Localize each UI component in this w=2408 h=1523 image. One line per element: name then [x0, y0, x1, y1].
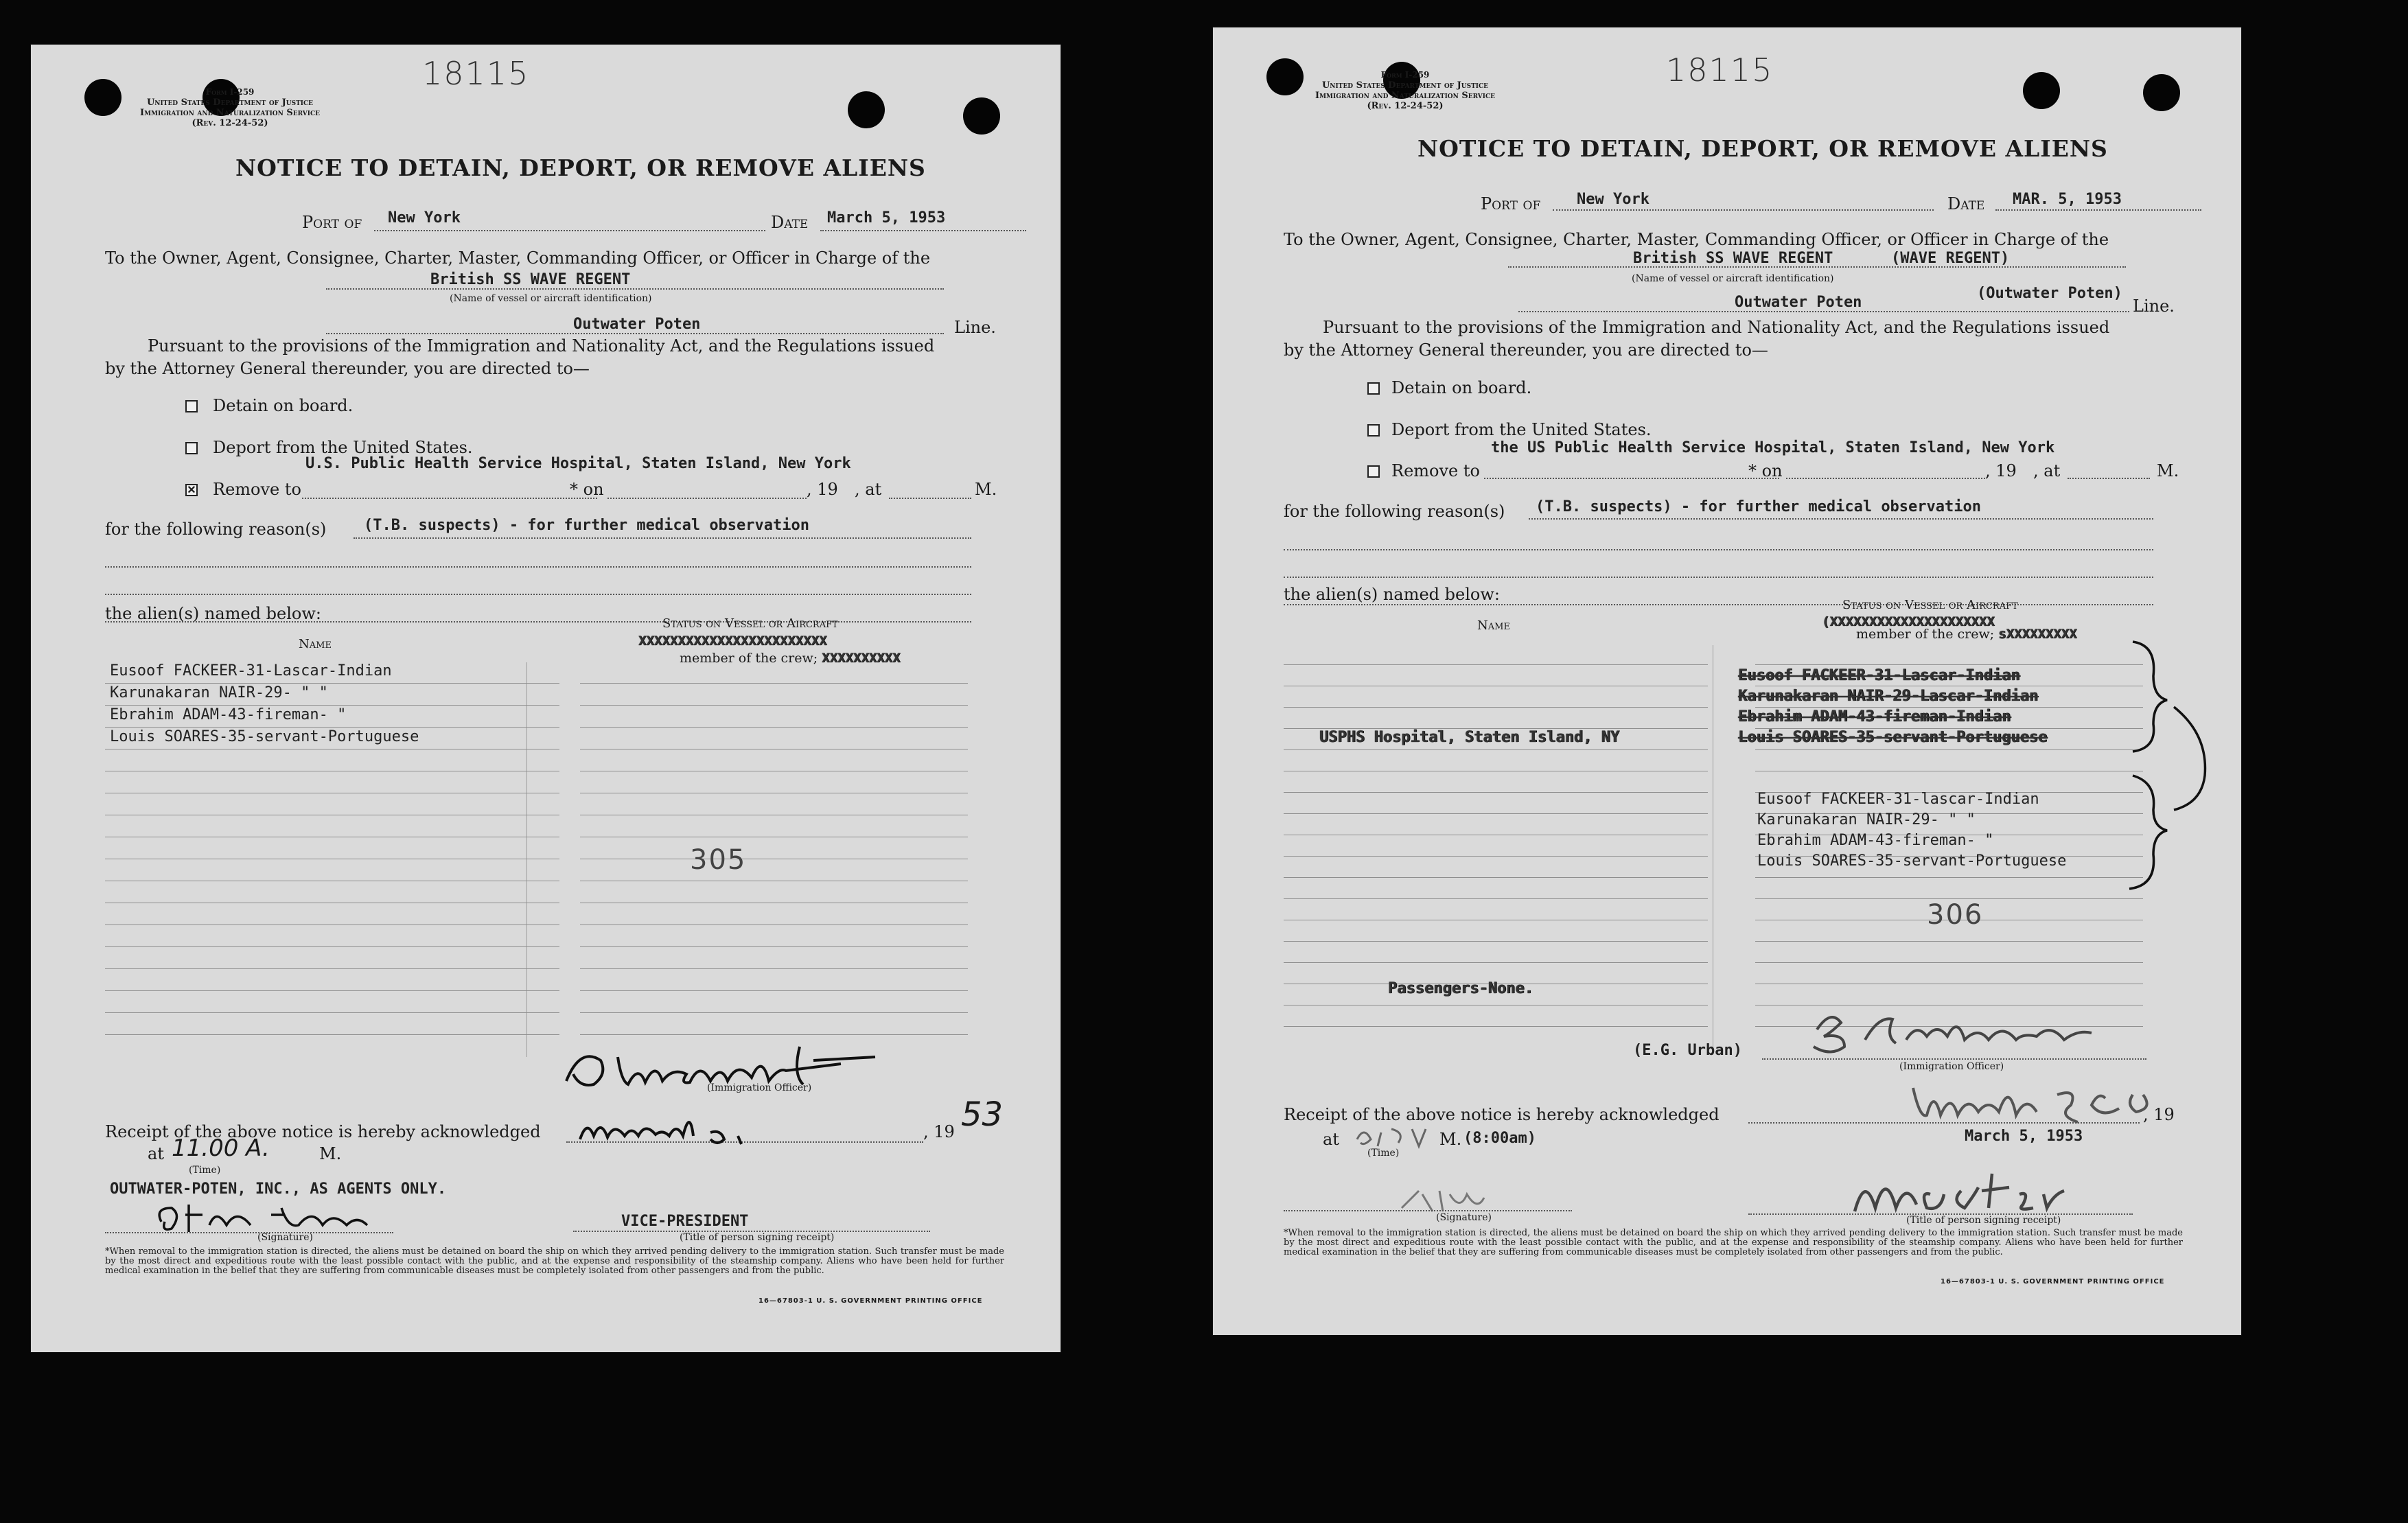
document-page-left — [31, 45, 1061, 1352]
detain-label: Detain on board. — [1391, 378, 1532, 397]
reasons-label: for the following reason(s) — [105, 520, 327, 539]
receipt-m: M. — [1439, 1130, 1462, 1149]
vessel-paren: (WAVE REGENT) — [1891, 250, 2010, 267]
deport-checkbox[interactable] — [185, 442, 198, 454]
officer-name: (E.G. Urban) — [1633, 1042, 1742, 1059]
alien-name-row: Karunakaran NAIR-29- " " — [110, 684, 328, 701]
department-name: United States Department of Justice — [146, 97, 314, 108]
table-rule — [105, 1012, 559, 1013]
stamp-number: 306 — [1927, 899, 1984, 931]
table-rule — [1284, 877, 1708, 878]
title-caption: (Title of person signing receipt) — [1906, 1215, 2061, 1226]
port-label: Port of — [302, 213, 362, 232]
table-rule — [1284, 898, 1708, 899]
receipt-m: M. — [319, 1144, 342, 1163]
reasons-value: (T.B. suspects) - for further medical observation — [364, 517, 810, 534]
deport-label: Deport from the United States. — [1391, 420, 1652, 439]
footnote: *When removal to the immigration station is directed, the aliens must be detained on board the ship on which they arrived pending delivery to the immigration station. Such transfer must be made by the most direct and expeditious route with the least possible contact with the public, and at the expense and responsibility of the steamship company. Aliens who have been held for further medical examination in the belief that they are suffering from communicable diseases must be completely isolated from other passengers and from the public. — [105, 1246, 1004, 1276]
stamp-number: 305 — [690, 844, 747, 876]
table-rule — [105, 990, 559, 991]
status-column-header: Status on Vessel or Aircraft — [1842, 598, 2018, 612]
detain-label: Detain on board. — [213, 396, 354, 415]
port-line — [1553, 209, 1934, 211]
column-divider — [526, 662, 527, 1057]
line-paren: (Outwater Poten) — [1977, 285, 2122, 302]
officer-signature — [1803, 1002, 2160, 1064]
line-label: Line. — [2133, 297, 2175, 316]
port-value: New York — [1577, 191, 1649, 208]
officer-caption: (Immigration Officer) — [707, 1082, 812, 1093]
vessel-caption: (Name of vessel or aircraft identification) — [1632, 273, 1834, 284]
table-rule — [1284, 856, 1708, 857]
receipt-time: 11.00 A. — [172, 1135, 270, 1162]
form-header — [1292, 70, 1518, 111]
line-line — [1518, 311, 2129, 312]
form-header — [117, 87, 343, 128]
alien-name-row: Ebrahim ADAM-43-fireman- " — [1757, 832, 1994, 849]
at-label: at — [1323, 1130, 1339, 1149]
year-label: , 19 — [1985, 461, 2017, 480]
addressee-line: To the Owner, Agent, Consignee, Charter, Master, Commanding Officer, or Officer in Charge of the — [105, 248, 931, 268]
table-rule — [1284, 962, 1708, 963]
time-caption: (Time) — [189, 1165, 221, 1176]
name-column-header: Name — [299, 637, 332, 651]
punch-hole — [84, 79, 121, 116]
vessel-value: British SS WAVE REGENT — [1633, 250, 1833, 267]
left-column-note: USPHS Hospital, Staten Island, NY — [1319, 729, 1620, 746]
port-label: Port of — [1481, 194, 1541, 213]
form-title: NOTICE TO DETAIN, DEPORT, OR REMOVE ALIENS — [1417, 135, 2108, 162]
printer-mark: 16—67803-1 U. S. GOVERNMENT PRINTING OFFICE — [1941, 1278, 2165, 1286]
table-rule — [580, 683, 968, 684]
receipt-year-prefix: , 19 — [923, 1122, 955, 1141]
department-name: United States Department of Justice — [1321, 80, 1489, 91]
at-line — [889, 498, 971, 499]
m-label: M. — [2157, 461, 2179, 480]
at-label: , at — [2033, 461, 2061, 480]
receipt-label: Receipt of the above notice is hereby acknowledged — [1284, 1105, 1720, 1124]
on-line — [607, 498, 807, 499]
agent-value: OUTWATER-POTEN, INC., AS AGENTS ONLY. — [110, 1181, 447, 1198]
table-rule — [105, 705, 559, 706]
receipt-label: Receipt of the above notice is hereby acknowledged — [105, 1122, 541, 1141]
alien-name-row: Louis SOARES-35-servant-Portuguese — [1757, 852, 2067, 870]
date-line — [1995, 209, 2201, 211]
status-subheader: member of the crew; XXXXXXXXXX — [680, 651, 901, 666]
on-label: * on — [570, 480, 604, 499]
punch-hole — [848, 91, 885, 128]
remove-place: U.S. Public Health Service Hospital, Staten Island, New York — [305, 455, 851, 472]
vessel-caption: (Name of vessel or aircraft identification) — [450, 293, 652, 304]
file-number: 18115 — [1666, 51, 1774, 89]
date-label: Date — [1947, 194, 1985, 213]
table-rule — [580, 705, 968, 706]
struck-alien-row: Louis SOARES-35-servant-Portuguese — [1738, 729, 2048, 746]
detain-checkbox[interactable] — [1367, 382, 1380, 395]
table-rule — [105, 968, 559, 969]
table-rule — [1755, 749, 2143, 750]
name-column-header: Name — [1477, 618, 1510, 633]
table-rule — [580, 1012, 968, 1013]
reasons-value: (T.B. suspects) - for further medical observation — [1536, 498, 1982, 515]
remove-checkbox[interactable] — [1367, 465, 1380, 478]
punch-hole — [2143, 74, 2180, 111]
table-rule — [1284, 749, 1708, 750]
officer-line — [1762, 1058, 2146, 1060]
aliens-label: the alien(s) named below: — [105, 604, 321, 623]
table-rule — [580, 990, 968, 991]
table-rule — [1284, 1026, 1708, 1027]
date-value: MAR. 5, 1953 — [2013, 191, 2122, 208]
reasons-line — [105, 594, 971, 595]
aliens-label: the alien(s) named below: — [1284, 585, 1500, 604]
revision-date: (Rev. 12-24-52) — [1367, 101, 1444, 111]
remove-label: Remove to — [213, 480, 301, 499]
remove-checkbox[interactable]: ✕ — [185, 484, 198, 496]
status-subheader: member of the crew; sXXXXXXXXX — [1856, 627, 2077, 642]
form-number: Form I-259 — [205, 87, 255, 97]
form-title: NOTICE TO DETAIN, DEPORT, OR REMOVE ALIENS — [235, 154, 926, 181]
table-rule — [1284, 792, 1708, 793]
reasons-line — [354, 537, 971, 539]
deport-checkbox[interactable] — [1367, 424, 1380, 437]
table-rule — [580, 968, 968, 969]
table-rule — [1755, 877, 2143, 878]
table-rule — [1284, 664, 1708, 665]
punch-hole — [2023, 72, 2060, 109]
struck-alien-row: Ebrahim ADAM-43-fireman-Indian — [1738, 708, 2011, 725]
file-number: 18115 — [422, 55, 530, 92]
line-label: Line. — [954, 318, 996, 337]
port-line — [374, 230, 765, 231]
alien-name-row: Eusoof FACKEER-31-lascar-Indian — [1757, 791, 2039, 808]
remove-place: the US Public Health Service Hospital, Staten Island, New York — [1491, 439, 2055, 456]
pursuant-text-2: by the Attorney General thereunder, you are directed to— — [1284, 340, 1768, 360]
pursuant-text-1: Pursuant to the provisions of the Immigration and Nationality Act, and the Regulations issued — [148, 336, 935, 356]
table-rule — [105, 683, 559, 684]
table-rule — [1284, 707, 1708, 708]
receipt-year: 53 — [961, 1095, 1004, 1134]
reasons-line — [1284, 549, 2153, 550]
reasons-line — [1284, 577, 2153, 578]
receipt-date-handwritten — [573, 1102, 807, 1156]
receipt-time-typed: (8:00am) — [1463, 1130, 1536, 1147]
line-value: Outwater Poten — [573, 316, 701, 333]
deport-label: Deport from the United States. — [213, 438, 473, 457]
punch-hole — [963, 97, 1000, 135]
bracket-marks — [2119, 638, 2229, 899]
redacted-text: XXXXXXXXXXXXXXXXXXXXXXXX — [638, 633, 827, 649]
on-line — [1786, 478, 1985, 479]
remove-line — [302, 498, 597, 499]
struck-alien-row: Eusoof FACKEER-31-Lascar-Indian — [1738, 667, 2020, 684]
printer-mark: 16—67803-1 U. S. GOVERNMENT PRINTING OFFICE — [759, 1297, 983, 1305]
year-label: , 19 — [807, 480, 838, 499]
vessel-value: British SS WAVE REGENT — [430, 271, 631, 288]
date-line — [820, 230, 1026, 231]
table-rule — [1755, 664, 2143, 665]
passengers-note: Passengers-None. — [1388, 980, 1533, 997]
redacted-text: (XXXXXXXXXXXXXXXXXXXXX — [1822, 614, 1995, 629]
footnote: *When removal to the immigration station is directed, the aliens must be detained on board the ship on which they arrived pending delivery to the immigration station. Such transfer must be made by the most direct and expeditious route with the least possible contact with the public, and at the expense and responsibility of the steamship company. Aliens who have been held for further medical examination in the belief that they are suffering from communicable diseases must be completely isolated from other passengers and from the public. — [1284, 1228, 2183, 1257]
line-line — [326, 333, 944, 334]
struck-alien-row: Karunakaran NAIR-29-Lascar-Indian — [1738, 688, 2039, 705]
at-line — [2068, 478, 2150, 479]
table-rule — [105, 946, 559, 947]
reasons-line — [1529, 518, 2153, 520]
signature-line — [105, 1232, 393, 1233]
signature-caption: (Signature) — [257, 1232, 313, 1243]
signature-caption: (Signature) — [1436, 1212, 1492, 1223]
alien-name-row: Louis SOARES-35-servant-Portuguese — [110, 728, 419, 745]
at-label: at — [148, 1144, 164, 1163]
pursuant-text-1: Pursuant to the provisions of the Immigration and Nationality Act, and the Regulations issued — [1323, 318, 2110, 337]
receipt-date-typed: March 5, 1953 — [1965, 1128, 2083, 1145]
port-value: New York — [388, 209, 461, 226]
at-label: , at — [855, 480, 882, 499]
date-value: March 5, 1953 — [827, 209, 946, 226]
officer-caption: (Immigration Officer) — [1899, 1061, 2004, 1072]
pursuant-text-2: by the Attorney General thereunder, you are directed to— — [105, 359, 590, 378]
table-rule — [105, 1034, 559, 1035]
table-rule — [1284, 813, 1708, 814]
line-value: Outwater Poten — [1735, 294, 1862, 311]
title-value: VICE-PRESIDENT — [621, 1213, 749, 1230]
table-rule — [1755, 707, 2143, 708]
receipt-year-prefix: , 19 — [2143, 1105, 2175, 1124]
addressee-line: To the Owner, Agent, Consignee, Charter, Master, Commanding Officer, or Officer in Charge of the — [1284, 230, 2109, 249]
alien-name-row: Karunakaran NAIR-29- " " — [1757, 811, 1976, 828]
alien-name-row: Eusoof FACKEER-31-Lascar-Indian — [110, 662, 392, 679]
table-rule — [1755, 941, 2143, 942]
title-caption: (Title of person signing receipt) — [680, 1232, 835, 1243]
vessel-line — [326, 288, 944, 290]
table-rule — [1755, 962, 2143, 963]
table-rule — [580, 946, 968, 947]
service-name: Immigration and Naturalization Service — [1315, 91, 1495, 101]
remove-label: Remove to — [1391, 461, 1480, 480]
service-name: Immigration and Naturalization Service — [139, 108, 320, 118]
document-page-right — [1213, 27, 2241, 1335]
m-label: M. — [975, 480, 997, 499]
form-number: Form I-259 — [1380, 70, 1430, 80]
revision-date: (Rev. 12-24-52) — [192, 118, 268, 128]
time-caption: (Time) — [1367, 1148, 1400, 1159]
status-column-header: Status on Vessel or Aircraft — [662, 616, 838, 631]
table-rule — [580, 727, 968, 728]
remove-line — [1484, 478, 1779, 479]
reasons-line — [1284, 604, 2153, 605]
alien-name-row: Ebrahim ADAM-43-fireman- " — [110, 706, 347, 723]
reasons-label: for the following reason(s) — [1284, 502, 1505, 521]
table-rule — [1284, 941, 1708, 942]
detain-checkbox[interactable] — [185, 400, 198, 412]
table-rule — [105, 727, 559, 728]
date-label: Date — [771, 213, 809, 232]
reasons-line — [105, 566, 971, 568]
on-label: * on — [1748, 461, 1783, 480]
signature-line — [1284, 1210, 1572, 1211]
